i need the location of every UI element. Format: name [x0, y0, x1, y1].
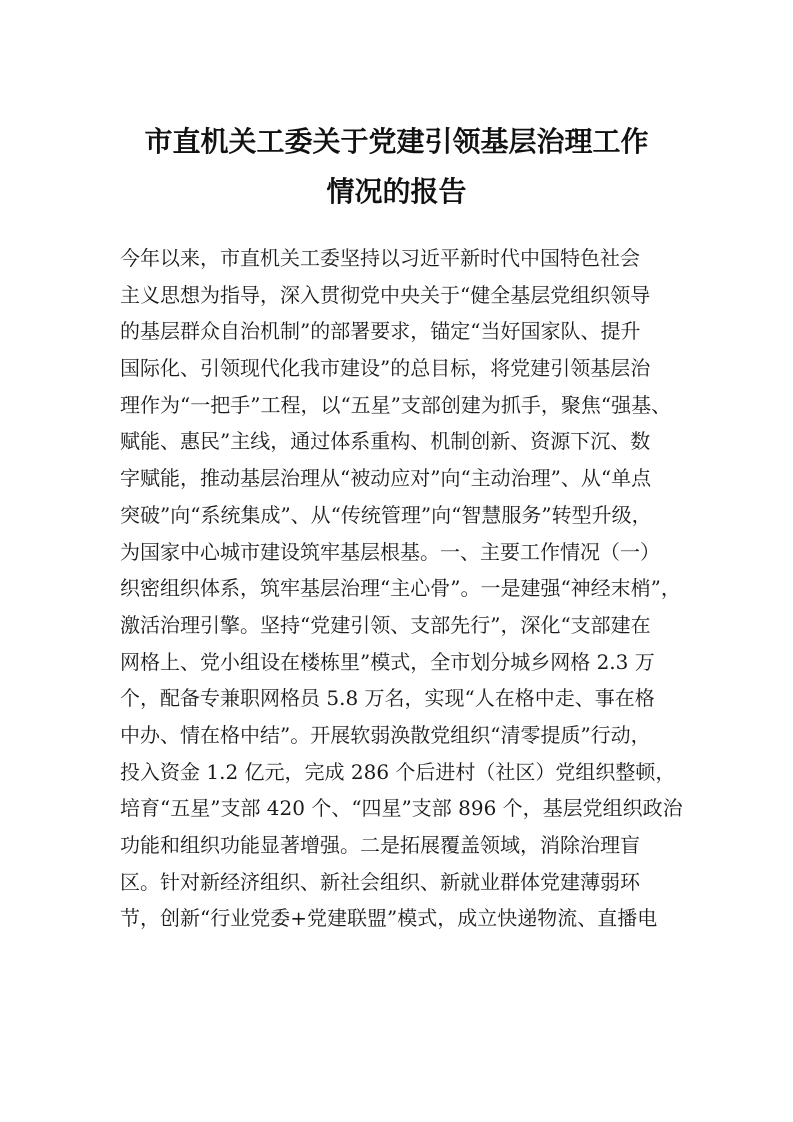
- body-line: 突破”向“系统集成”、从“传统管理”向“智慧服务”转型升级，: [120, 502, 652, 527]
- body-line: 节，创新“行业党委+党建联盟”模式，成立快递物流、直播电: [120, 906, 658, 931]
- body-line: 网格上、党小组设在楼栋里”模式，全市划分城乡网格 2.3 万: [120, 649, 655, 674]
- body-line: 投入资金 1.2 亿元，完成 286 个后进村（社区）党组织整顿，: [120, 759, 676, 784]
- body-line: 赋能、惠民”主线，通过体系重构、机制创新、资源下沉、数: [120, 429, 651, 454]
- document-body: [120, 240, 683, 937]
- body-line: 功能和组织功能显著增强。二是拓展覆盖领域，消除治理盲: [120, 833, 640, 857]
- body-line: 中办、情在格中结”。开展软弱涣散党组织“清零提质”行动，: [120, 722, 651, 747]
- body-line: 织密组织体系，筑牢基层治理“主心骨”。一是建强“神经末梢”，: [120, 576, 681, 601]
- body-line: 理作为“一把手”工程，以“五星”支部创建为抓手，聚焦“强基、: [120, 392, 672, 417]
- body-line: 今年以来，市直机关工委坚持以习近平新时代中国特色社会: [120, 246, 640, 270]
- document-title-line-1: 市直机关工委关于党建引领基层治理工作: [144, 125, 649, 158]
- body-line: 个，配备专兼职网格员 5.8 万名，实现“人在格中走、事在格: [120, 686, 655, 711]
- document-title-line-2: 情况的报告: [326, 175, 467, 208]
- body-line: 字赋能，推动基层治理从“被动应对”向“主动治理”、从“单点: [120, 466, 652, 491]
- body-line: 的基层群众自治机制”的部署要求，锚定“当好国家队、提升: [120, 319, 641, 344]
- body-line: 培育“五星”支部 420 个、“四星”支部 896 个，基层党组织政治: [120, 796, 683, 821]
- body-line: 为国家中心城市建设筑牢基层根基。一、主要工作情况（一）: [120, 539, 660, 564]
- body-line: 区。针对新经济组织、新社会组织、新就业群体党建薄弱环: [120, 869, 640, 894]
- body-line: 主义思想为指导，深入贯彻党中央关于“健全基层党组织领导: [120, 282, 651, 307]
- body-line: 国际化、引领现代化我市建设”的总目标，将党建引领基层治: [120, 356, 651, 381]
- body-line: 激活治理引擎。坚持“党建引领、支部先行”，深化“支部建在: [120, 612, 651, 637]
